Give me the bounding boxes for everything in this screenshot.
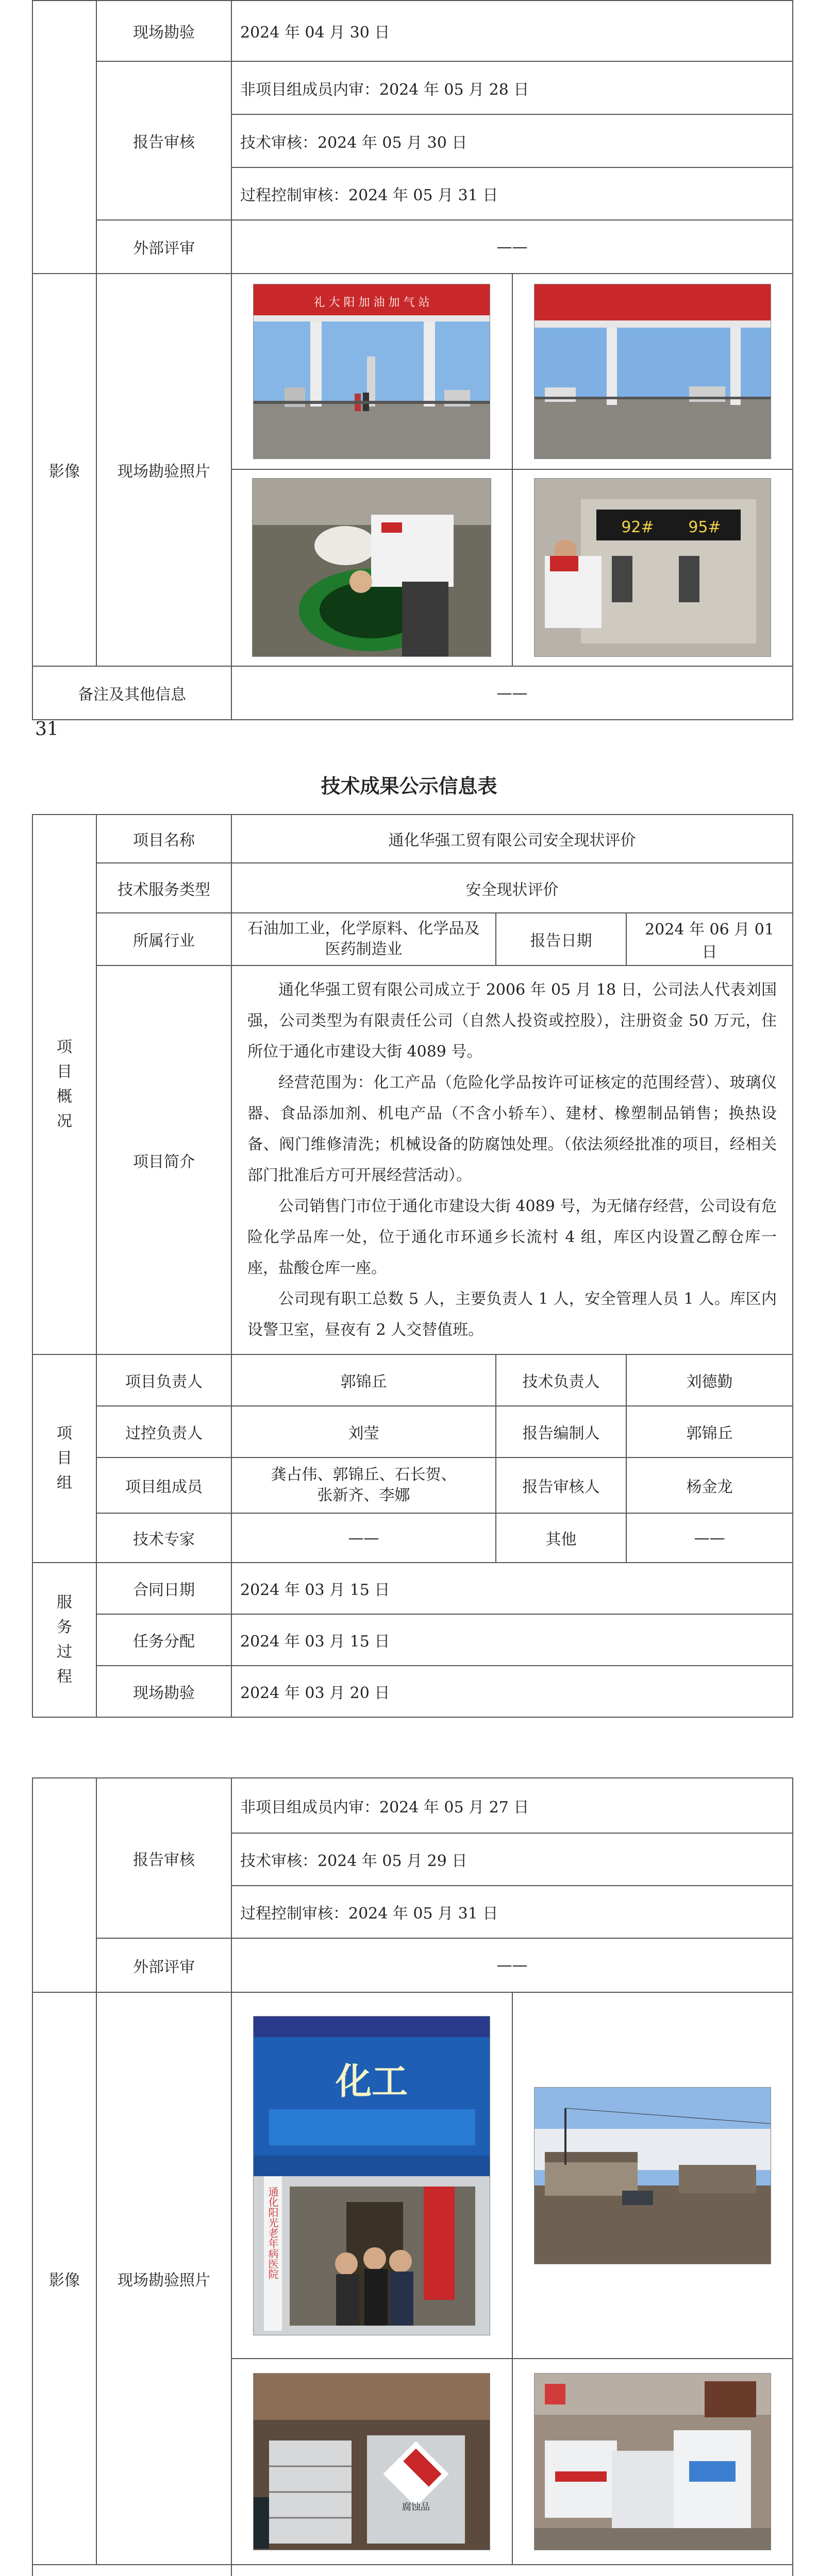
photo-cell [512,1993,793,2359]
photo-cell [232,1993,512,2359]
survey-date: 2024 年 04 月 30 日 [231,1,793,61]
service-type-value: 安全现状评价 [231,863,793,913]
intro-paragraph: 经营范围为：化工产品（危险化学品按许可证核定的范围经营）、玻璃仪器、食品添加剂、机电产品（不含小轿车）、建材、橡塑制品销售；换热设备、阀门维修清洗；机械设备的防腐蚀处理。（依法须经批准的项目，经相关部门批准后方可开展经营活动）。 [247,1073,777,1184]
team-label [32,1354,96,1563]
intro-paragraph: 公司现有职工总数 5 人，主要负责人 1 人，安全管理人员 1 人。库区内设警卫室，昼夜有 2 人交替值班。 [247,1290,777,1339]
members-value [231,1458,496,1513]
review-label: 报告审核 [96,61,231,220]
photo-cell [512,274,793,469]
chemical-shop-photo [253,2016,490,2335]
table-2-main [32,814,793,1718]
table-1-group-cell [32,1,96,274]
review-tech: 技术审核：2024 年 05 月 29 日 [231,1833,793,1886]
tech-lead-label: 技术负责人 [496,1354,626,1406]
photo-label: 现场勘验照片 [96,1992,231,2565]
report-date-label: 报告日期 [496,913,626,965]
report-reviewer-value: 杨金龙 [626,1458,793,1513]
review-process: 过程控制审核：2024 年 05 月 31 日 [231,167,793,220]
photo-grid [231,274,793,666]
table-1-continued [32,0,793,720]
overview-label-text: 项目概况 [57,1038,72,1130]
photo-cell [512,2359,793,2564]
service-process-label [32,1563,96,1717]
image-label: 影像 [32,1992,96,2565]
other-value: —— [626,1513,793,1563]
other-label: 其他 [496,1513,626,1563]
project-lead-value: 郭锦丘 [231,1354,496,1406]
external-review-label: 外部评审 [96,1938,231,1992]
table-3-continued [32,1777,793,2576]
pump-92-text: 92# [621,518,654,537]
storage-tanks-photo [253,2373,490,2550]
image-label: 影像 [32,274,96,666]
photo-label: 现场勘验照片 [96,274,231,666]
members-line: 张新齐、李娜 [317,1486,410,1504]
pump-95-text: 95# [688,518,721,537]
intro-paragraph: 通化华强工贸有限公司成立于 2006 年 05 月 18 日，公司法人代表刘国强，公司类型为有限责任公司（自然人投资或控股），注册资金 50 万元，住所位于通化市建设大街 4089 号。 [247,980,777,1061]
service-process-label-text: 服务过程 [57,1594,72,1686]
tech-expert-label: 技术专家 [96,1513,231,1563]
report-date-value: 2024 年 06 月 01 日 [626,913,793,965]
notes-value [231,2565,793,2576]
tech-expert-value: —— [231,1513,496,1563]
notes-label [32,2565,231,2576]
survey-label: 现场勘验 [96,1,231,61]
report-reviewer-label: 报告审核人 [496,1458,626,1513]
notes-label: 备注及其他信息 [32,666,231,720]
intro-paragraph: 公司销售门市位于通化市建设大街 4089 号，为无储存经营，公司设有危险化学品库一处，位于通化市环通乡长流村 4 组，库区内设置乙醇仓库一座，盐酸仓库一座。 [247,1197,777,1277]
fuel-dispenser-photo [534,478,771,657]
contract-date-label: 合同日期 [96,1563,231,1614]
review-internal: 非项目组成员内审：2024 年 05 月 27 日 [231,1778,793,1833]
photo-cell [232,469,512,666]
intro-content [231,965,793,1354]
external-review-value: —— [231,1938,793,1992]
report-author-value: 郭锦丘 [626,1406,793,1458]
contract-date-value: 2024 年 03 月 15 日 [231,1563,793,1614]
task-assign-label: 任务分配 [96,1614,231,1666]
review-internal: 非项目组成员内审：2024 年 05 月 28 日 [231,61,793,114]
review-process: 过程控制审核：2024 年 05 月 31 日 [231,1886,793,1938]
inspection-tank-photo [252,478,491,657]
project-name-label: 项目名称 [96,815,231,863]
review-tech: 技术审核：2024 年 05 月 30 日 [231,114,793,167]
process-lead-value: 刘莹 [231,1406,496,1458]
external-review-label: 外部评审 [96,220,231,274]
photo-grid [231,1992,793,2565]
hazard-sign-text: 腐蚀品 [402,2502,430,2513]
review-label: 报告审核 [96,1778,231,1938]
page-number: 31 [35,719,59,740]
tech-lead-value: 刘德勤 [626,1354,793,1406]
overview-label [32,815,96,1354]
external-review-value: —— [231,220,793,274]
notes-value: —— [231,666,793,720]
team-label-text: 项目组 [57,1425,72,1492]
process-lead-label: 过控负责人 [96,1406,231,1458]
service-type-label: 技术服务类型 [96,863,231,913]
site-survey-value: 2024 年 03 月 20 日 [231,1666,793,1717]
task-assign-value: 2024 年 03 月 15 日 [231,1614,793,1666]
hospital-sign-text: 通化阳光老年病医院 [266,2186,279,2279]
site-survey-label: 现场勘验 [96,1666,231,1717]
document-title: 技术成果公示信息表 [321,775,497,798]
shop-sign-text: 化工 [336,2060,408,2103]
members-line: 龚占伟、郭锦丘、石长贺、 [271,1466,457,1484]
warehouse-yard-photo [534,2087,771,2264]
photo-cell [232,2359,512,2564]
industry-label: 所属行业 [96,913,231,965]
photo-cell [232,274,512,469]
members-label: 项目组成员 [96,1458,231,1513]
canopy-sign-text: 礼 大 阳 加 油 加 气 站 [313,296,430,309]
intro-label: 项目简介 [96,965,231,1354]
chemical-bags-photo [534,2373,771,2550]
gas-station-canopy-photo [534,284,771,459]
project-lead-label: 项目负责人 [96,1354,231,1406]
table-3-group-cell [32,1778,96,1992]
project-name-value: 通化华强工贸有限公司安全现状评价 [231,815,793,863]
industry-value: 石油加工业，化学原料、化学品及医药制造业 [231,913,496,965]
gas-station-photo [253,284,490,459]
report-author-label: 报告编制人 [496,1406,626,1458]
photo-cell [512,469,793,666]
